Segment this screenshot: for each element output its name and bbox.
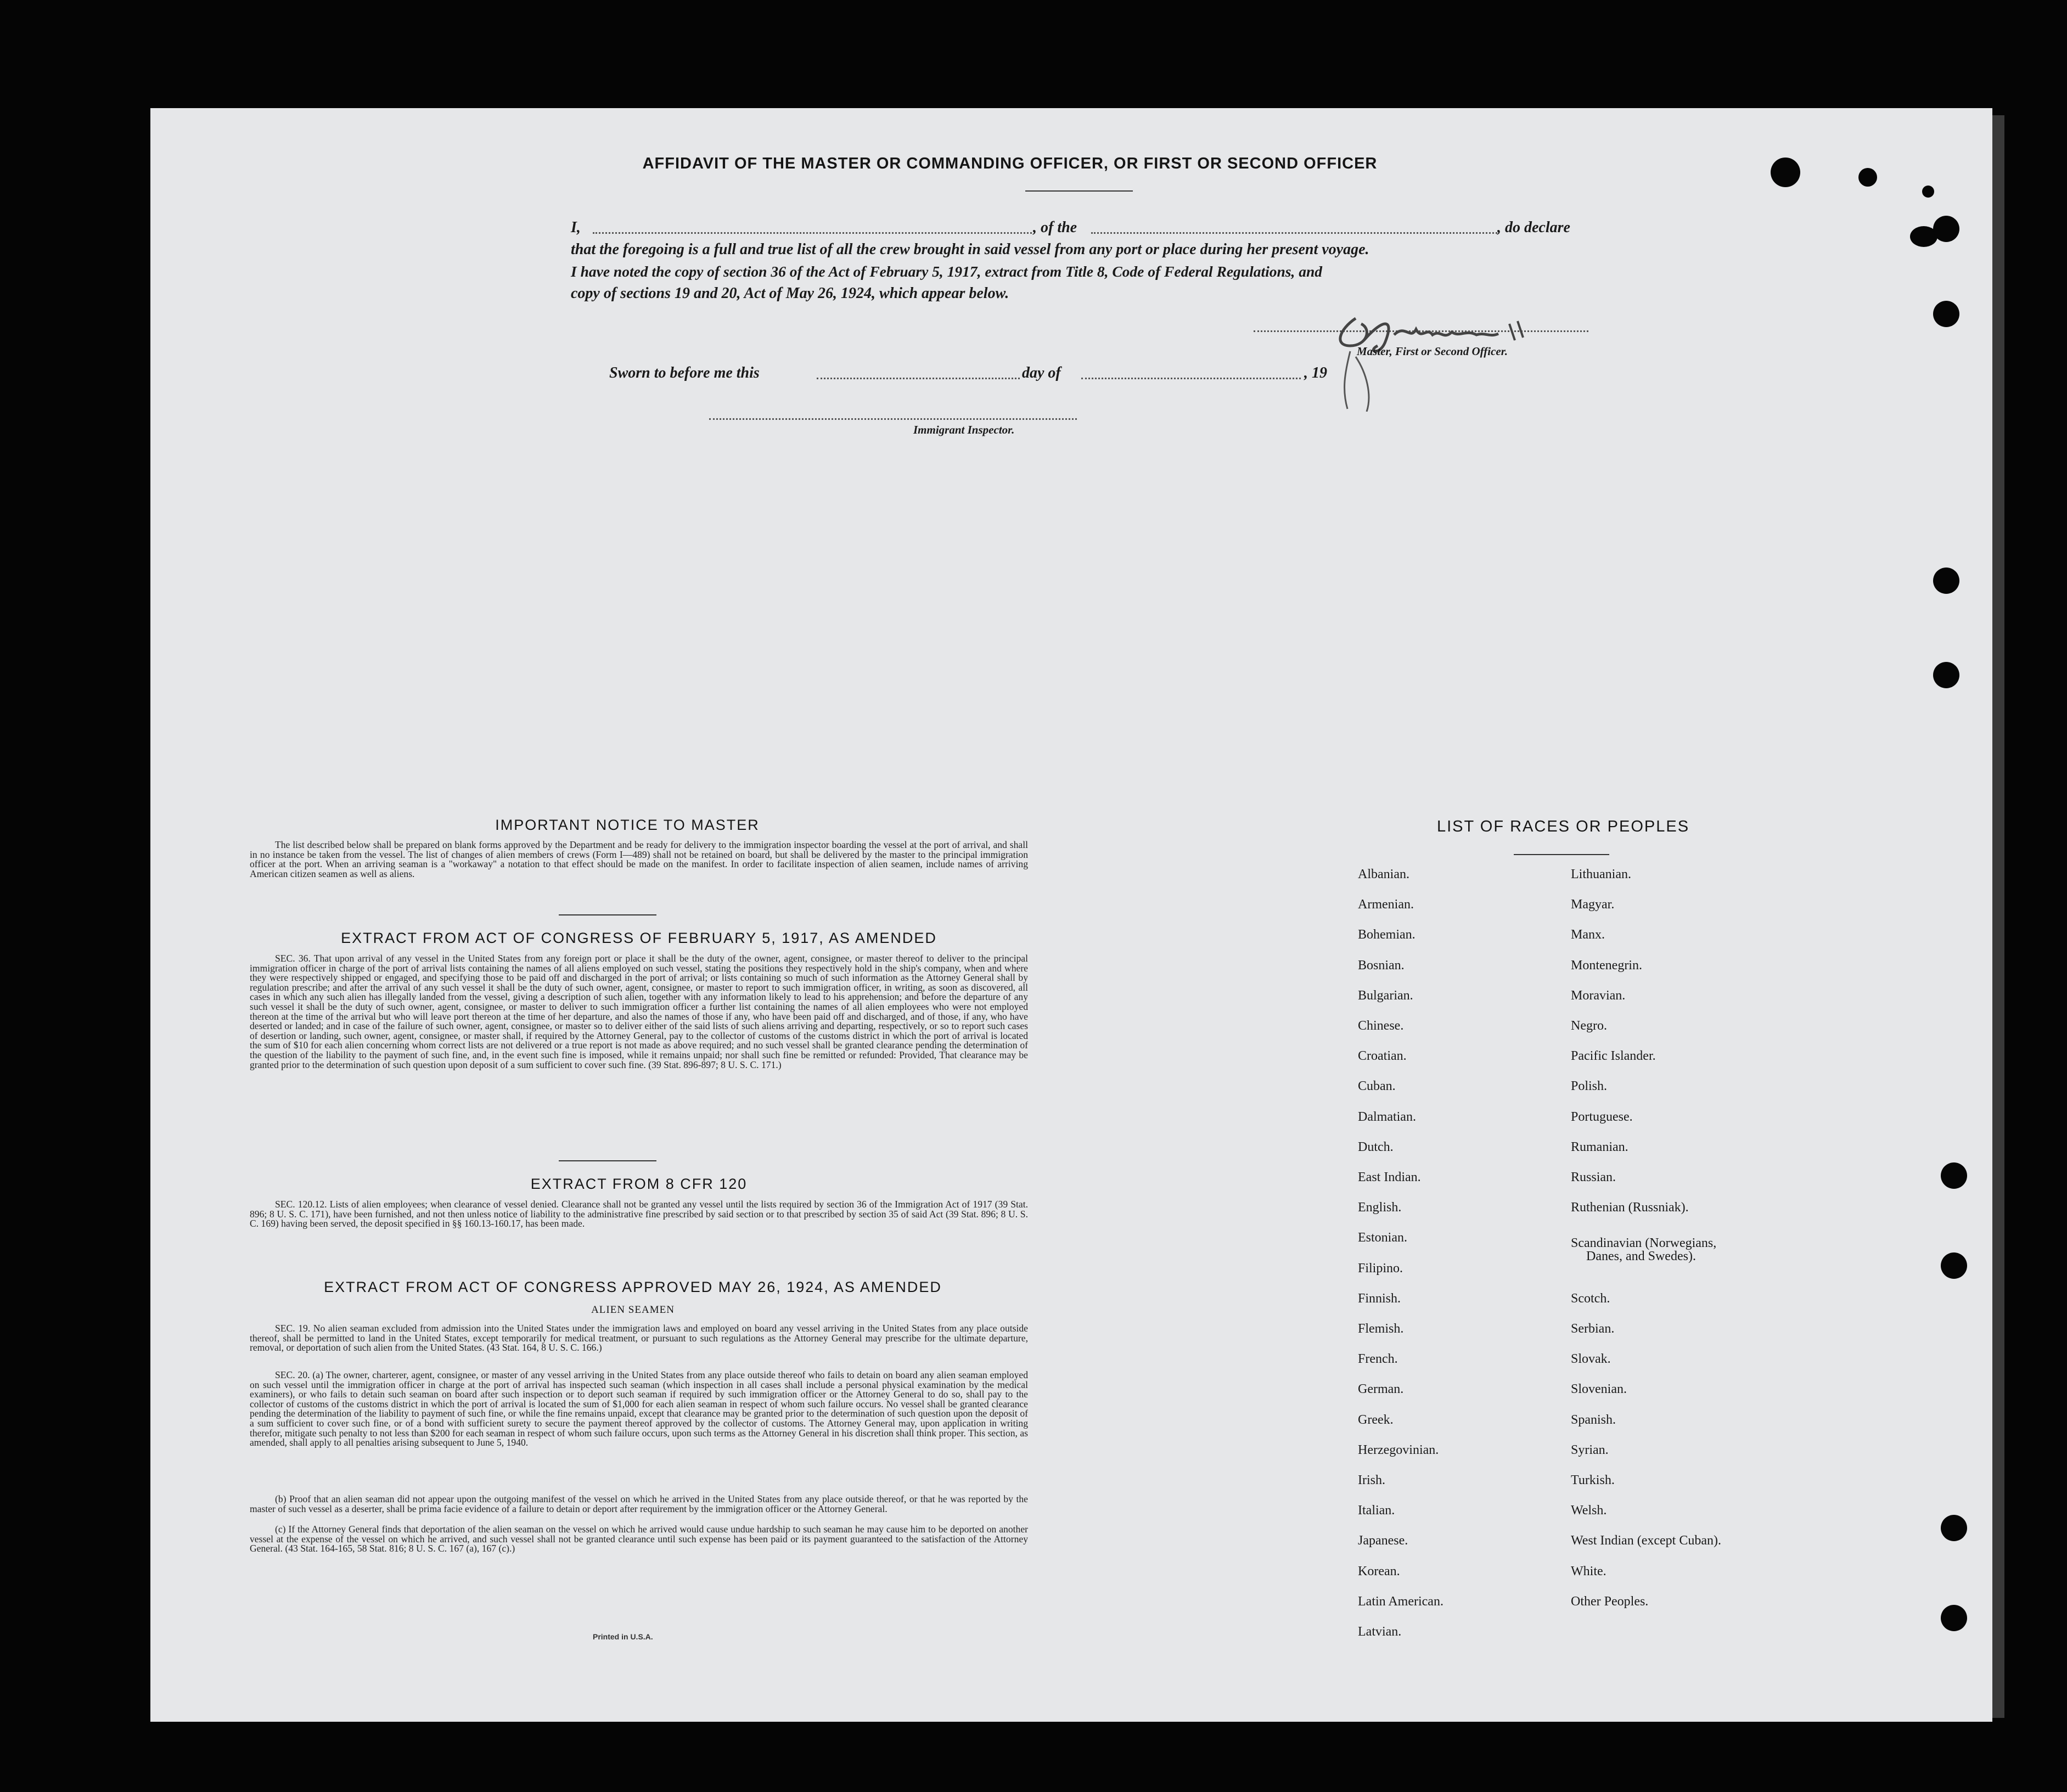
race-item: Russian. [1571,1170,1616,1184]
race-item: Armenian. [1358,897,1414,912]
notice-rule [559,914,656,915]
race-item: Croatian. [1358,1049,1407,1064]
race-item: Scotch. [1571,1291,1610,1306]
race-item: Polish. [1571,1079,1608,1094]
race-item: Danes, and Swedes). [1586,1249,1696,1264]
sworn-month-field[interactable] [1081,378,1301,379]
extract-1924-title: EXTRACT FROM ACT OF CONGRESS APPROVED MAY 26, 1924, AS AMENDED [324,1279,942,1295]
race-item: Korean. [1358,1564,1400,1578]
punch-hole [1933,301,1959,327]
affidavit-line3: I have noted the copy of section 36 of the Act of February 5, 1917, extract from Title 8, Code of Federal Regulations, and [571,263,1323,280]
extract-1924-sec20a: SEC. 20. (a) The owner, charterer, agent, consignee, or master of any vessel arriving in the United States from any place outside thereof who fails to detain on board any alien seaman employed on such vessel until the immigration officer in charge at the port of arrival has inspected such seaman (which inspection in all cases shall include a personal physical examination by the medical examiners), or who fails to detain such seaman on board after such inspection or to deport such seaman if required by such immigration officer or the Attorney General to do so, shall pay to the collector of customs of the customs district in which the port of arrival is located the sum of $1,000 for each alien seaman in respect of whom such failure occurs. No vessel shall be granted clearance pending the determination of the liability to payment of such fine, or while the fine remains unpaid, except that clearance may be granted prior to the determination of such question upon the deposit of a sum sufficient to cover such fine, or of a bond with sufficient surety to secure the payment thereof approved by the collector of customs. The Attorney General may, upon application in writing therefor, mitigate such penalty to not less than $200 for each seaman in respect of whom such failure occurs, upon such terms as the Attorney General in his discretion shall think proper. This section, as amended, shall apply to all penalties arising subsequent to June 5, 1940. [250,1369,1028,1448]
affidavit-line4: copy of sections 19 and 20, Act of May 26, 1924, which appear below. [571,285,1009,302]
race-item: Welsh. [1571,1503,1607,1518]
sworn-prefix: Sworn to before me this [609,364,760,381]
race-item: Negro. [1571,1019,1607,1033]
extract-1917-title: EXTRACT FROM ACT OF CONGRESS OF FEBRUARY 5, 1917, AS AMENDED [341,930,937,946]
punch-hole [1858,168,1877,187]
punch-hole [1941,1515,1967,1541]
punch-hole [1771,158,1800,187]
race-item: German. [1358,1382,1404,1397]
race-item: Pacific Islander. [1571,1049,1656,1064]
race-item: Bulgarian. [1358,988,1413,1003]
race-item: Magyar. [1571,897,1615,912]
extract-1924-sec20b: (b) Proof that an alien seaman did not appear upon the outgoing manifest of the vessel on which he arrived in the United States from any place outside thereof, or that he was reported by the master of such vessel as a deserter, shall be prima facie evidence of a failure to detain or deport after requirement by the immigration officer or the Attorney General. [250,1493,1028,1514]
race-item: Herzegovinian. [1358,1442,1439,1457]
race-item: Latvian. [1358,1625,1402,1639]
form-sheet [150,108,1992,1722]
race-item: Flemish. [1358,1322,1404,1336]
race-item: Syrian. [1571,1442,1609,1457]
punch-hole [1941,1162,1967,1189]
race-item: Scandinavian (Norwegians, [1571,1236,1717,1251]
race-item: Montenegrin. [1571,958,1642,973]
race-item: Dalmatian. [1358,1109,1416,1124]
race-item: Bohemian. [1358,928,1416,942]
race-item: West Indian (except Cuban). [1571,1533,1721,1548]
punch-hole [1922,186,1934,198]
extract-cfr-text: SEC. 120.12. Lists of alien employees; when clearance of vessel denied. Clearance shall not be granted any vessel until the lists required by section 36 of the Immigration Act of 1917 (39 Stat. 896; 8 U. S. C. 171), have been furnished, and not then unless notice of liability to the administrative fine prescribed by said section or to that prescribed by section 35 of said Act (39 Stat. 896; 8 U. S. C. 169) having been served, the deposit specified in §§ 160.13-160.17, has been made. [250,1199,1028,1229]
race-item: Other Peoples. [1571,1594,1649,1609]
race-item: Chinese. [1358,1019,1404,1033]
inspector-caption: Immigrant Inspector. [913,423,1015,436]
race-item: Albanian. [1358,867,1409,881]
extract-1917-text: SEC. 36. That upon arrival of any vessel in the United States from any foreign port or place it shall be the duty of the owner, agent, consignee, or master thereof to deliver to the principal immigration officer in charge of the port of arrival lists containing the names of all aliens employed on such vessel, stating the positions they respectively hold in the ship's company, when and where they were respectively shipped or engaged, and specifying those to be paid off and discharged in the port of arrival; or lists containing so much of such information as the Attorney General shall by regulation prescribe; and after the arrival of any such vessel it shall be the duty of such owner, agent, consignee, or master to report to such immigration officer, in writing, as soon as discovered, all cases in which any such alien has illegally landed from the vessel, giving a description of such alien, together with any information likely to lead to his apprehension; and before the departure of any such vessel it shall be the duty of such owner, agent, consignee, or master to deliver to such immigration officer a further list containing the names of all alien employees who were not employed thereon at the time of the arrival but who will leave port thereon at the time of her departure, and also the names of those if any, who have been paid off and discharged, and of those, if any, who have deserted or landed; and in case of the failure of such owner, agent, consignee, or master so to deliver either of the said lists of such aliens arriving and departing, respectively, or so to report such cases of desertion or landing, such owner, agent, consignee, or master shall, if required by the Attorney General, pay to the collector of customs of the customs district in which the port of arrival is located the sum of $10 for each alien concerning whom correct lists are not delivered or a true report is not made as above required; and no such vessel shall be granted clearance pending the determination of the question of the liability to the payment of such fine, and, in the event such fine is imposed, while it remains unpaid; nor shall such fine be remitted or refunded: Provided, That clearance may be granted prior to the determination of such question upon deposit of a sum sufficient to cover such fine. (39 Stat. 896-897; 8 U. S. C. 171.) [250,953,1028,1070]
punch-hole [1933,662,1959,688]
extract-1924-subtitle: ALIEN SEAMEN [591,1304,675,1316]
races-title-rule [1514,854,1609,855]
signature-caption: Master, First or Second Officer. [1357,345,1508,358]
race-item: Cuban. [1358,1079,1396,1094]
of-the-label: , of the [1033,219,1077,236]
sheet-edge-shadow [1992,115,2004,1718]
extract-1917-rule [559,1160,656,1161]
race-item: Turkish. [1571,1473,1615,1487]
extract-1924-sec20c: (c) If the Attorney General finds that deportation of the alien seaman on the vessel on which he arrived would cause undue hardship to such seaman he may cause him to be deported on another vessel at the expense of the vessel on which he arrived, and such vessel shall not be granted clearance until such expense has been paid or its payment guaranteed to the satisfaction of the Attorney General. (43 Stat. 164-165, 58 Stat. 816; 8 U. S. C. 167 (a), 167 (c).) [250,1524,1028,1554]
declarant-name-field[interactable] [593,232,1032,234]
affidavit-line1 [571,217,1592,241]
races-title: LIST OF RACES OR PEOPLES [1437,818,1690,835]
race-item: Portuguese. [1571,1109,1633,1124]
punch-hole [1933,216,1959,242]
sworn-line [609,362,1378,386]
race-item: Rumanian. [1571,1139,1628,1154]
do-declare-label: , do declare [1497,219,1570,236]
race-item: Japanese. [1358,1533,1408,1548]
notice-title: IMPORTANT NOTICE TO MASTER [495,817,760,833]
sworn-day-field[interactable] [817,378,1020,379]
race-item: East Indian. [1358,1170,1421,1184]
race-item: Moravian. [1571,988,1626,1003]
race-item: Latin American. [1358,1594,1443,1609]
race-item: Dutch. [1358,1139,1394,1154]
printed-in-usa: Printed in U.S.A. [593,1632,653,1641]
race-item: Slovenian. [1571,1382,1627,1397]
race-item: Slovak. [1571,1352,1611,1367]
notice-text: The list described below shall be prepared on blank forms approved by the Department and be ready for delivery to the immigration inspector boarding the vessel at the port of arrival, and shall in no instance be taken from the vessel. The list of changes of alien members of crews (Form I—489) shall not be retained on board, but shall be delivered by the master to the principal immigration officer at the port. When an arriving seaman is a "workaway" a notation to that effect should be made on the manifest. In order to facilitate inspection of alien seamen, include names of arriving American citizen seamen as well as aliens. [250,839,1028,879]
race-item: White. [1571,1564,1607,1578]
race-item: Serbian. [1571,1322,1615,1336]
race-item: Ruthenian (Russniak). [1571,1200,1689,1215]
race-item: Italian. [1358,1503,1395,1518]
race-item: Greek. [1358,1412,1394,1427]
race-item: Finnish. [1358,1291,1401,1306]
race-item: English. [1358,1200,1402,1215]
extract-cfr-title: EXTRACT FROM 8 CFR 120 [530,1176,748,1192]
affidavit-line2: that the foregoing is a full and true list of all the crew brought in said vessel from any port or place during her present voyage. [571,241,1369,258]
sworn-year: , 19 [1304,364,1327,381]
race-item: Estonian. [1358,1231,1407,1245]
race-item: Bosnian. [1358,958,1405,973]
punch-hole [1941,1605,1967,1631]
affidavit-title: AFFIDAVIT OF THE MASTER OR COMMANDING OFFICER, OR FIRST OR SECOND OFFICER [642,155,1378,172]
vessel-name-field[interactable] [1091,232,1497,234]
punch-hole [1933,568,1959,594]
inspector-signature-line[interactable] [709,418,1077,420]
race-item: Lithuanian. [1571,867,1631,881]
punch-hole [1941,1252,1967,1279]
race-item: Irish. [1358,1473,1385,1487]
signature-image [1334,307,1564,412]
affidavit-title-rule [1025,190,1133,192]
race-item: Spanish. [1571,1412,1616,1427]
sworn-day-of: day of [1022,364,1061,381]
extract-1924-sec19: SEC. 19. No alien seaman excluded from admission into the United States under the immigration laws and employed on board any vessel arriving in the United States from any place outside thereof, shall be permitted to land in the United States, except temporarily for medical treatment, or pursuant to such regulations as the Attorney General may prescribe for the ultimate departure, removal, or deportation of such alien from the United States. (43 Stat. 164, 8 U. S. C. 166.) [250,1323,1028,1353]
race-item: Filipino. [1358,1261,1403,1276]
race-item: French. [1358,1352,1398,1367]
race-item: Manx. [1571,928,1605,942]
declarant-prefix: I, [571,219,581,236]
